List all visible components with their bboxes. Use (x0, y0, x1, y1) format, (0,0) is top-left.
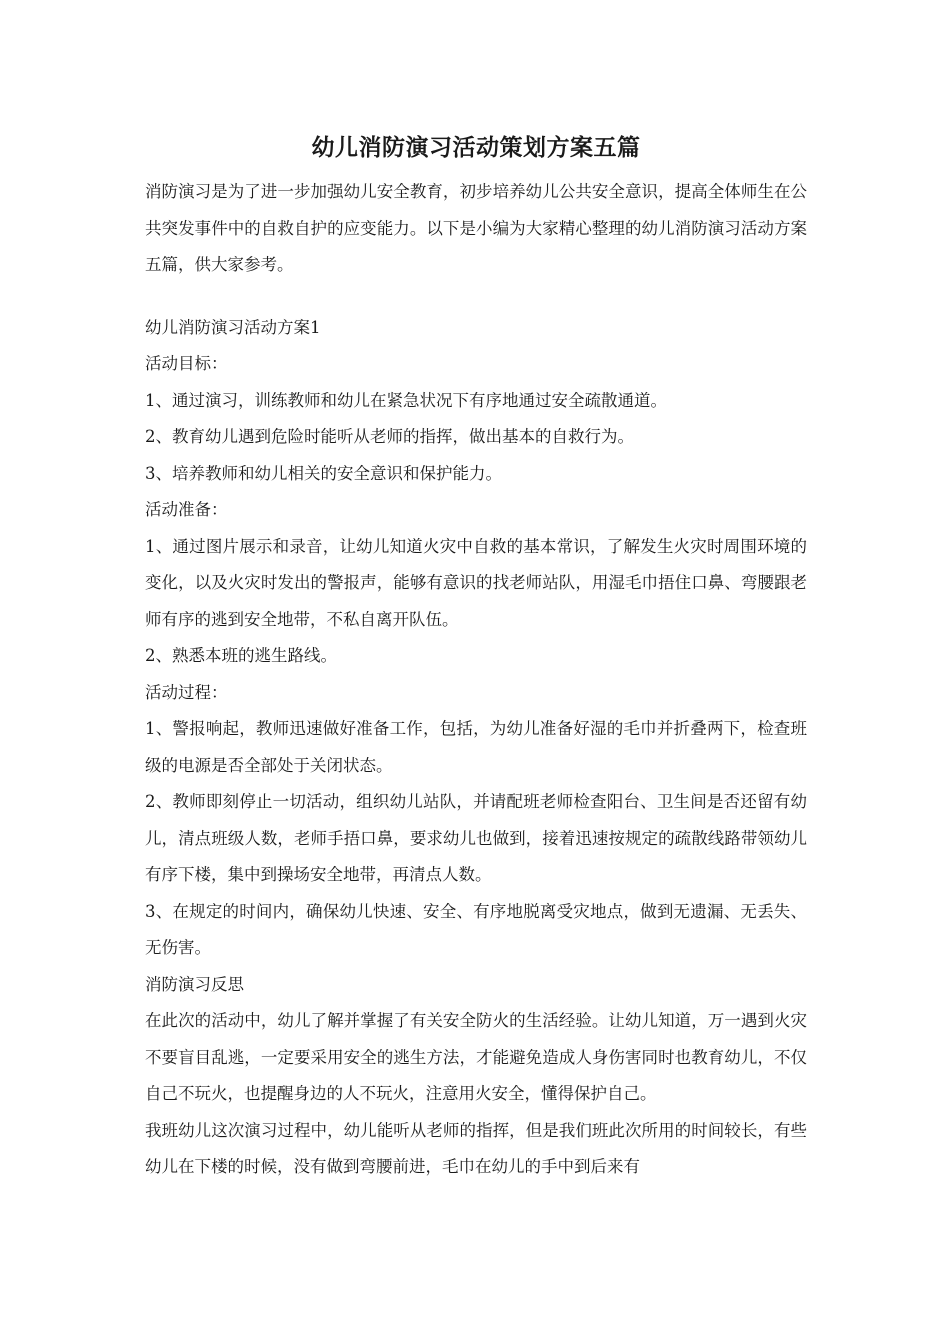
list-item: 1、警报响起，教师迅速做好准备工作，包括，为幼儿准备好湿的毛巾并折叠两下，检查班级的电源是否全部处于关闭状态。 (145, 719, 807, 775)
subheading-goals: 活动目标： (145, 354, 228, 373)
list-item: 3、培养教师和幼儿相关的安全意识和保护能力。 (145, 463, 502, 483)
document-page (145, 128, 807, 1186)
subheading-reflection: 消防演习反思 (145, 974, 244, 994)
subheading-process: 活动过程： (145, 682, 228, 702)
list-item: 3、在规定的时间内，确保幼儿快速、安全、有序地脱离受灾地点，做到无遗漏、无丢失、无伤害。 (145, 901, 807, 957)
section-gap (145, 284, 807, 310)
intro-paragraph: 消防演习是为了进一步加强幼儿安全教育，初步培养幼儿公共安全意识，提高全体师生在公共突发事件中的自救自护的应变能力。以下是小编为大家精心整理的幼儿消防演习活动方案五篇，供大家参考。 (145, 182, 807, 274)
list-item: 2、熟悉本班的逃生路线。 (145, 646, 337, 665)
list-item: 2、教育幼儿遇到危险时能听从老师的指挥，做出基本的自救行为。 (145, 427, 634, 446)
list-item: 1、通过演习，训练教师和幼儿在紧急状况下有序地通过安全疏散通道。 (145, 390, 667, 410)
body-paragraph: 在此次的活动中，幼儿了解并掌握了有关安全防火的生活经验。让幼儿知道，万一遇到火灾不要盲目乱逃，一定要采用安全的逃生方法，才能避免造成人身伤害同时也教育幼儿，不仅自己不玩火，也提醒身边的人不玩火，注意用火安全，懂得保护自己。 (145, 1011, 807, 1103)
list-item: 2、教师即刻停止一切活动，组织幼儿站队，并请配班老师检查阳台、卫生间是否还留有幼儿，清点班级人数，老师手捂口鼻，要求幼儿也做到，接着迅速按规定的疏散线路带领幼儿有序下楼，集中到操场安全地带，再清点人数。 (145, 792, 807, 884)
subheading-preparation: 活动准备： (145, 500, 228, 519)
list-item: 1、通过图片展示和录音，让幼儿知道火灾中自救的基本常识，了解发生火灾时周围环境的变化，以及火灾时发出的警报声，能够有意识的找老师站队，用湿毛巾捂住口鼻、弯腰跟老师有序的逃到安全地带，不私自离开队伍。 (145, 536, 807, 629)
document-body (145, 310, 807, 1186)
document-title: 幼儿消防演习活动策划方案五篇 (311, 134, 641, 161)
section-heading: 幼儿消防演习活动方案1 (145, 317, 321, 337)
body-paragraph: 我班幼儿这次演习过程中，幼儿能听从老师的指挥，但是我们班此次所用的时间较长，有些幼儿在下楼的时候，没有做到弯腰前进，毛巾在幼儿的手中到后来有 (145, 1120, 807, 1176)
